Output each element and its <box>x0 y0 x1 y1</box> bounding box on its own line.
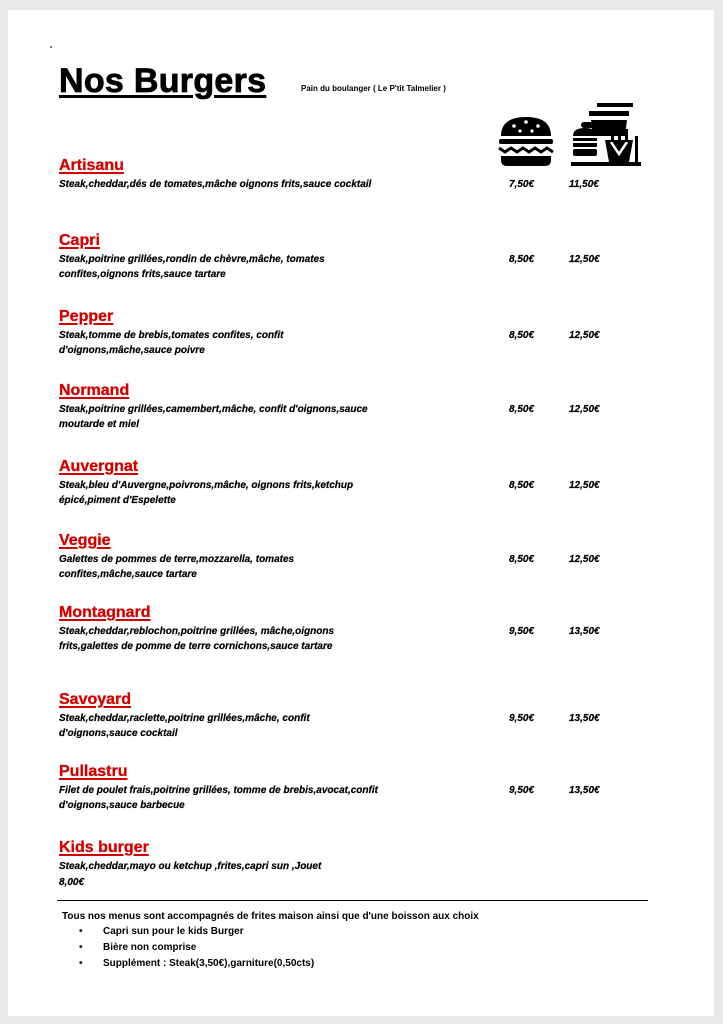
burger-name: Capri <box>59 232 100 249</box>
price-burger: 8,50€ <box>509 554 535 565</box>
price-menu: 12,50€ <box>569 480 600 491</box>
menu-note: • Supplément : Steak(3,50€),garniture(0,50cts) <box>62 956 662 972</box>
menu-notes-list <box>62 924 662 972</box>
price-menu: 12,50€ <box>569 554 600 565</box>
menu-notes-intro: Tous nos menus sont accompagnés de frites maison ainsi que d'une boisson aux choix <box>62 911 479 922</box>
price-menu: 13,50€ <box>569 626 600 637</box>
price-menu: 12,50€ <box>569 254 600 265</box>
burger-name: Artisanu <box>59 157 124 174</box>
price-burger: 8,50€ <box>509 254 535 265</box>
bread-note: Pain du boulanger ( Le P'tit Talmelier ) <box>301 84 446 93</box>
burger-item <box>59 690 679 741</box>
price-burger: 8,50€ <box>509 330 535 341</box>
burger-item <box>59 531 679 582</box>
footer-divider <box>57 900 648 901</box>
price-menu: 12,50€ <box>569 404 600 415</box>
burger-description: Steak,poitrine grillées,rondin de chèvre,mâche, tomates confites,oignons frits,sauce tartare <box>59 254 325 280</box>
burger-name: Normand <box>59 382 130 399</box>
menu-note: • Bière non comprise <box>62 940 662 956</box>
price-burger: 9,50€ <box>509 785 535 796</box>
menu-page <box>8 10 714 1016</box>
price-burger: 9,50€ <box>509 713 535 724</box>
speck <box>50 46 52 48</box>
price-menu: 12,50€ <box>569 330 600 341</box>
burger-name: Pullastru <box>59 763 128 780</box>
menu-note: • Capri sun pour le kids Burger <box>62 924 662 940</box>
burger-name: Veggie <box>59 532 111 549</box>
price-burger: 8,50€ <box>509 480 535 491</box>
kids-burger-item <box>59 838 679 890</box>
kids-burger-description: Steak,cheddar,mayo ou ketchup ,frites,capri sun ,Jouet <box>59 861 322 872</box>
burger-item <box>59 156 679 192</box>
burger-name: Savoyard <box>59 691 132 708</box>
burger-name: Montagnard <box>59 604 151 621</box>
price-menu: 11,50€ <box>569 179 599 190</box>
burger-item <box>59 457 679 508</box>
bullet-icon: • <box>79 942 83 953</box>
bullet-icon: • <box>79 958 83 969</box>
burger-name: Pepper <box>59 308 114 325</box>
menu-notes <box>62 909 662 972</box>
page-title: Nos Burgers <box>59 62 267 100</box>
burger-description: Steak,bleu d'Auvergne,poivrons,mâche, oignons frits,ketchup épicé,piment d'Espelette <box>59 480 354 506</box>
burger-item <box>59 231 679 282</box>
burger-description: Steak,cheddar,reblochon,poitrine grillées, mâche,oignons frits,galettes de pomme de terre cornichons,sauce tartare <box>59 626 335 652</box>
burger-description: Filet de poulet frais,poitrine grillées, tomme de brebis,avocat,confit d'oignons,sauce barbecue <box>59 785 378 811</box>
burger-item <box>59 762 679 813</box>
burger-item <box>59 603 679 654</box>
price-menu: 13,50€ <box>569 785 600 796</box>
burger-item <box>59 381 679 432</box>
burger-item <box>59 307 679 358</box>
kids-burger-name: Kids burger <box>59 839 149 856</box>
burger-description: Steak,poitrine grillées,camembert,mâche, confit d'oignons,sauce moutarde et miel <box>59 404 368 430</box>
bullet-icon: • <box>79 926 83 937</box>
price-burger: 7,50€ <box>509 179 535 190</box>
burger-name: Auvergnat <box>59 458 139 475</box>
price-burger: 9,50€ <box>509 626 535 637</box>
price-menu: 13,50€ <box>569 713 600 724</box>
kids-burger-price: 8,00€ <box>59 877 85 888</box>
burger-description: Steak,cheddar,dés de tomates,mâche oignons frits,sauce cocktail <box>59 179 372 190</box>
burger-description: Steak,cheddar,raclette,poitrine grillées,mâche, confit d'oignons,sauce cocktail <box>59 713 310 739</box>
burger-description: Steak,tomme de brebis,tomates confites, confit d'oignons,mâche,sauce poivre <box>59 330 284 356</box>
burger-description: Galettes de pommes de terre,mozzarella, tomates confites,mâche,sauce tartare <box>59 554 295 580</box>
price-burger: 8,50€ <box>509 404 535 415</box>
